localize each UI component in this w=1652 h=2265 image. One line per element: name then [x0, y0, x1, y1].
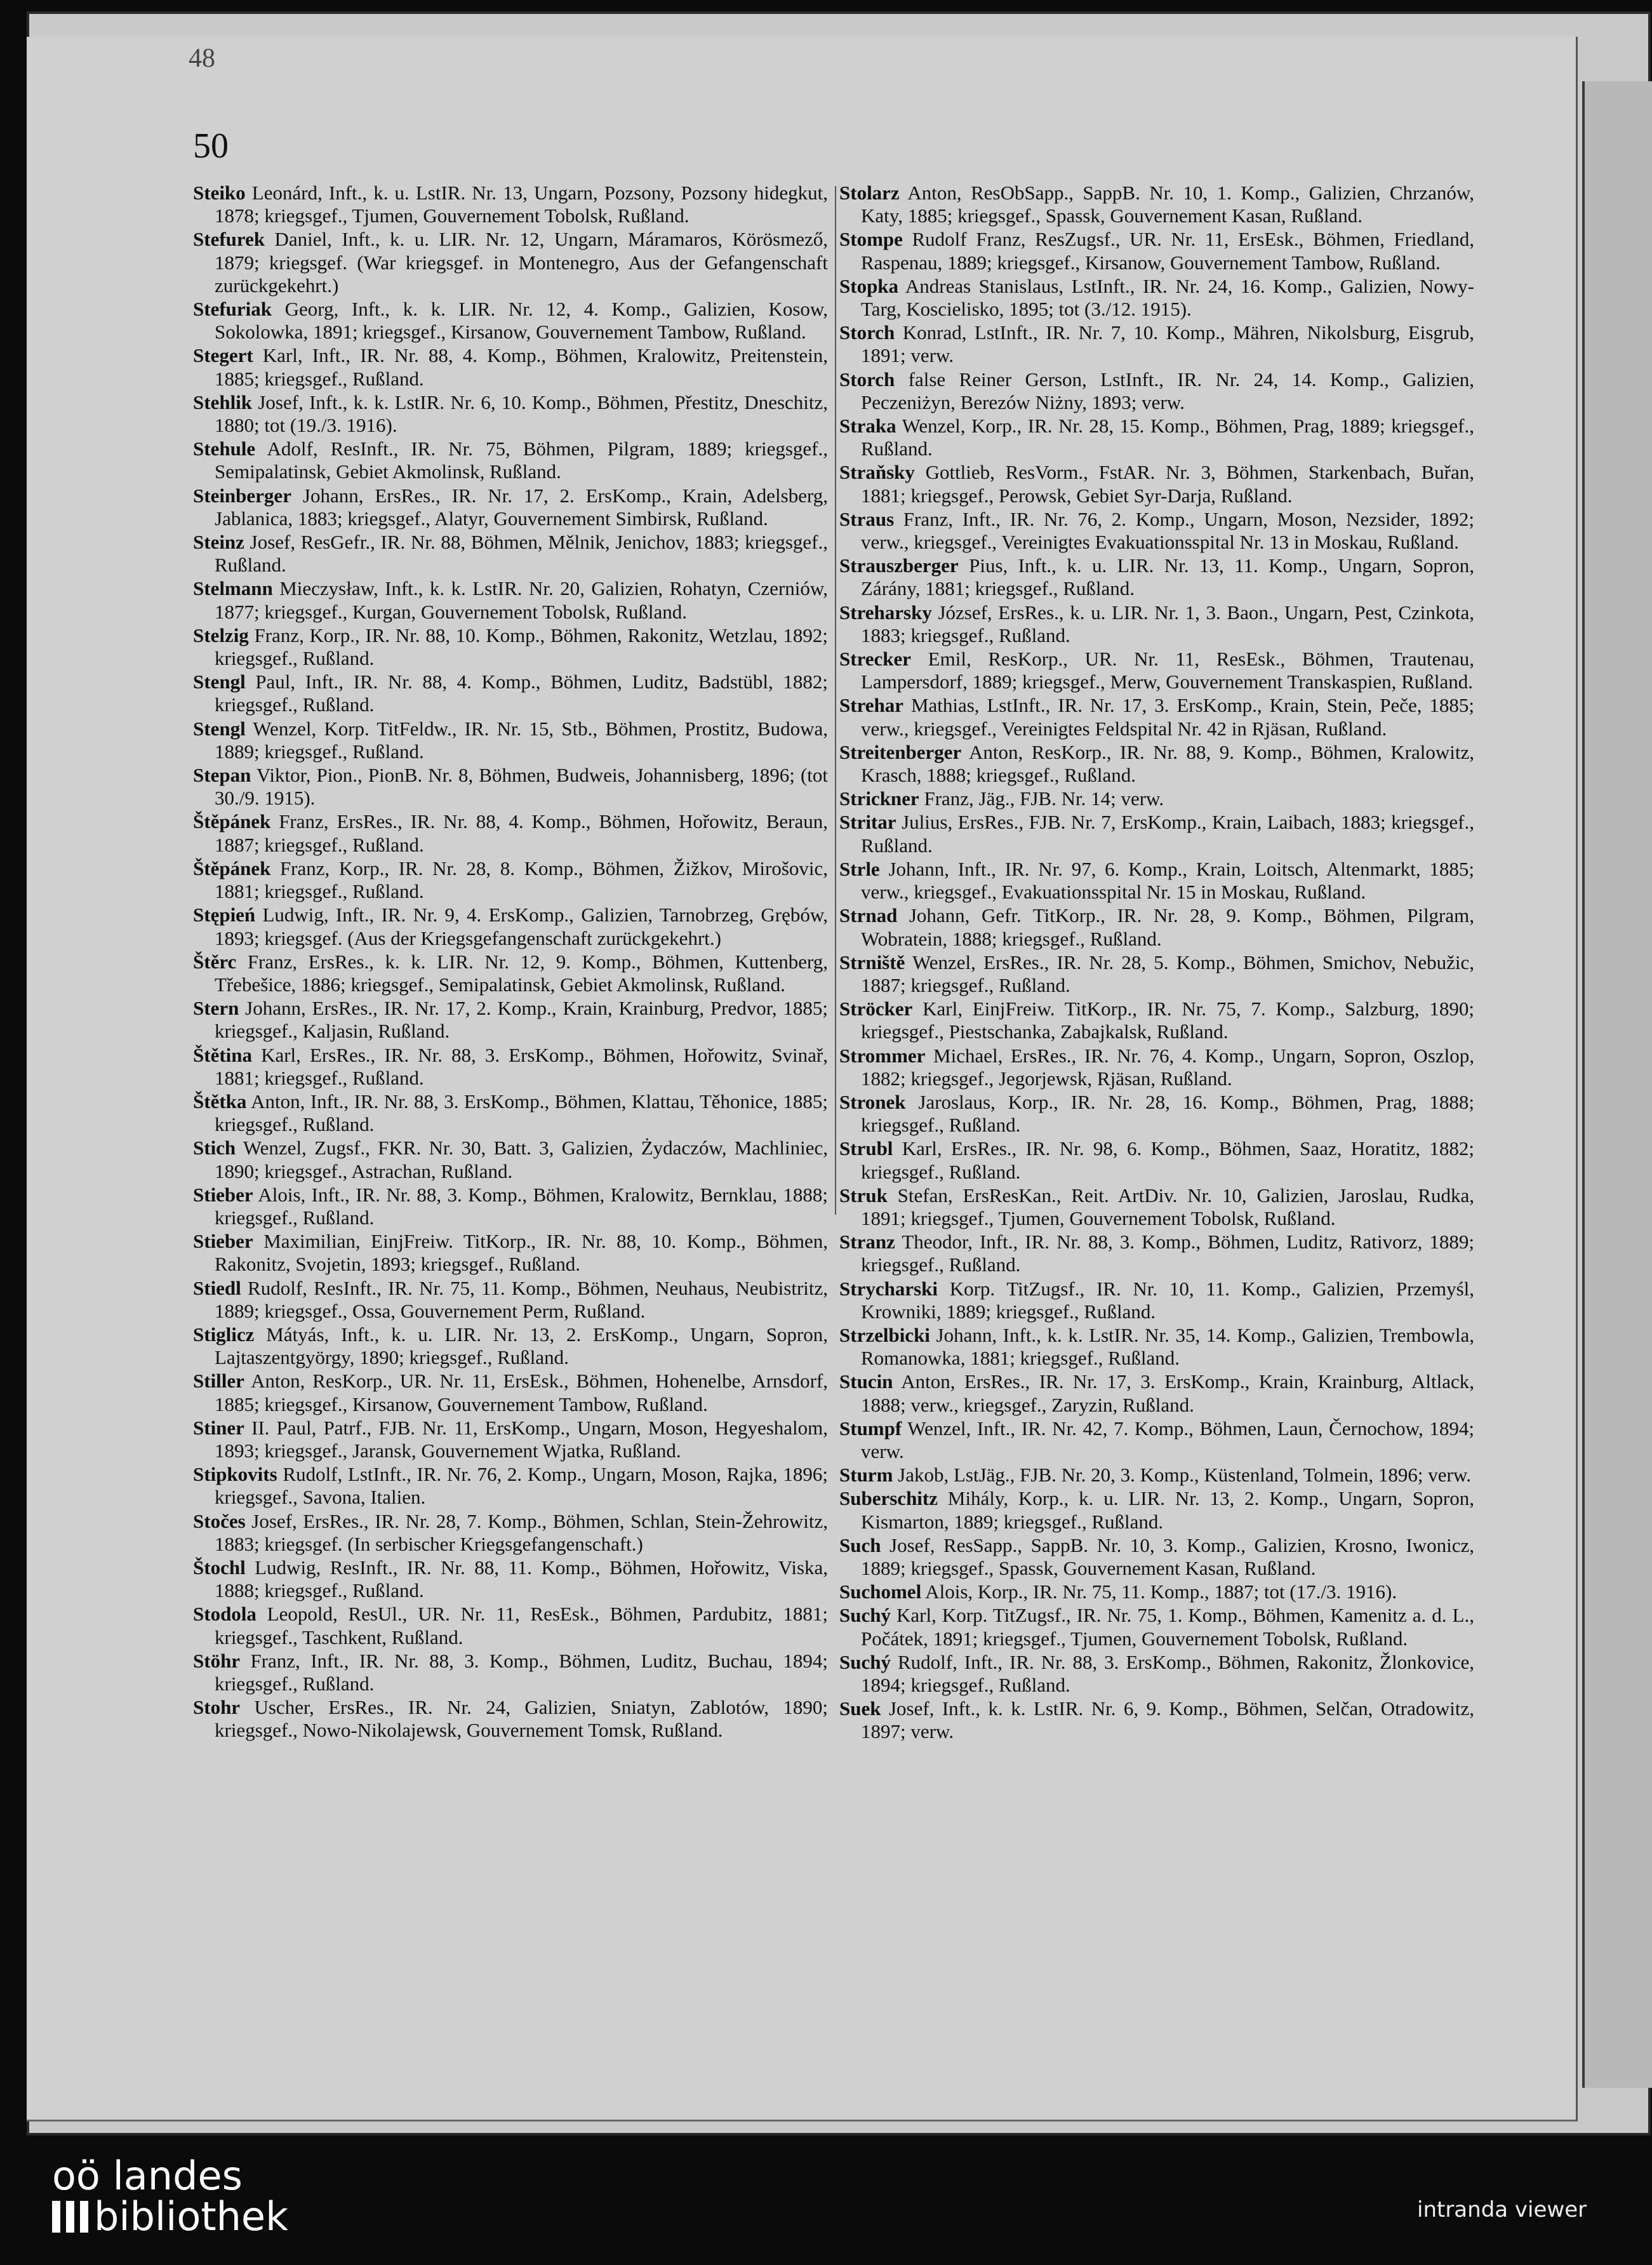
library-logo[interactable]	[52, 2153, 288, 2240]
entry-surname: Storch	[839, 368, 895, 391]
entry-details: Mieczysław, Inft., k. k. LstIR. Nr. 20, Galizien, Rohatyn, Czerniów, 1877; kriegsgef., Kurgan, Gouvernement Tobolsk, Rußland.	[215, 577, 828, 623]
entry-details: Andreas Stanislaus, LstInft., IR. Nr. 24, 16. Komp., Galizien, Nowy-Targ, Koscielisko, 1895; tot (3./12. 1915).	[861, 274, 1474, 321]
entry-details: Anton, Inft., IR. Nr. 88, 3. ErsKomp., Böhmen, Klattau, Těhonice, 1885; kriegsgef., Rußland.	[215, 1090, 828, 1136]
logo-line-2-row	[52, 2193, 288, 2240]
entry-details: Karl, EinjFreiw. TitKorp., IR. Nr. 75, 7. Komp., Salzburg, 1890; kriegsgef., Piestschanka, Zabajkalsk, Rußland.	[861, 998, 1475, 1043]
register-entry	[839, 1370, 1474, 1416]
entry-surname: Stucin	[839, 1370, 893, 1393]
register-entry	[839, 461, 1474, 507]
entry-details: Rudolf, Inft., IR. Nr. 88, 3. ErsKomp., Böhmen, Rakonitz, Žlonkovice, 1894; kriegsgef., Rußland.	[861, 1650, 1474, 1696]
right-column	[839, 182, 1474, 1744]
entry-surname: Strubl	[839, 1137, 893, 1160]
register-entry	[839, 1231, 1474, 1276]
register-entry	[193, 228, 828, 297]
entry-surname: Straus	[839, 507, 895, 530]
entry-surname: Stelzig	[193, 624, 249, 646]
register-entry	[839, 811, 1474, 857]
entry-details: Johann, ErsRes., IR. Nr. 17, 2. Komp., Krain, Krainburg, Predvor, 1885; kriegsgef., Kaljasin, Rußland.	[215, 997, 829, 1043]
register-entry	[193, 951, 828, 996]
register-entry	[193, 718, 828, 763]
entry-details: Josef, ErsRes., IR. Nr. 28, 7. Komp., Böhmen, Schlan, Stein-Žehrowitz, 1883; kriegsgef. (In serbischer Kriegsgefangenschaft.)	[215, 1509, 828, 1555]
register-entry	[193, 1603, 828, 1648]
register-entry	[839, 1091, 1474, 1137]
register-entry	[839, 601, 1474, 647]
entry-details: Uscher, ErsRes., IR. Nr. 24, Galizien, Sniatyn, Zablotów, 1890; kriegsgef., Nowo-Nikolajewsk, Gouvernement Tomsk, Rußland.	[215, 1696, 828, 1742]
register-entry	[193, 1650, 828, 1695]
entry-details: Josef, Inft., k. k. LstIR. Nr. 6, 9. Komp., Böhmen, Selčan, Otradowitz, 1897; verw.	[861, 1697, 1475, 1743]
register-entry	[839, 1417, 1474, 1463]
register-entry	[839, 321, 1474, 367]
entry-details: Julius, ErsRes., FJB. Nr. 7, ErsKomp., Krain, Laibach, 1883; kriegsgef., Rußland.	[861, 811, 1474, 857]
register-entry	[839, 1464, 1474, 1487]
register-entry	[839, 1278, 1474, 1323]
entry-surname: Stefuriak	[193, 298, 272, 321]
register-entry	[193, 1044, 828, 1090]
adjacent-page-edge	[1582, 81, 1652, 2088]
entry-surname: Stieber	[193, 1183, 253, 1206]
entry-details: Rudolf, ResInft., IR. Nr. 75, 11. Komp., Böhmen, Neuhaus, Neubistritz, 1889; kriegsgef., Ossa, Gouvernement Perm, Rußland.	[215, 1276, 829, 1322]
register-entry	[839, 1604, 1474, 1650]
entry-details: József, ErsRes., k. u. LIR. Nr. 1, 3. Baon., Ungarn, Pest, Czinkota, 1883; kriegsgef., Rußland.	[861, 601, 1475, 646]
entry-surname: Suchý	[839, 1650, 891, 1673]
entry-details: Leonárd, Inft., k. u. LstIR. Nr. 13, Ungarn, Pozsony, Pozsony hidegkut, 1878; kriegsgef., Tjumen, Gouvernement Tobolsk, Rußland.	[215, 182, 828, 227]
entry-surname: Stronek	[839, 1090, 906, 1113]
register-entry	[193, 764, 828, 810]
register-entry	[839, 368, 1474, 414]
register-entry	[193, 1556, 828, 1602]
entry-details: Wenzel, Korp. TitFeldw., IR. Nr. 15, Stb., Böhmen, Prostitz, Budowa, 1889; kriegsgef., Rußland.	[215, 717, 828, 763]
entry-details: Mathias, LstInft., IR. Nr. 17, 3. ErsKomp., Krain, Stein, Peče, 1885; verw., kriegsgef., Vereinigtes Feldspital Nr. 42 in Rjäsan, Rußland.	[861, 694, 1474, 740]
entry-details: Georg, Inft., k. k. LIR. Nr. 12, 4. Komp., Galizien, Kosow, Sokolowka, 1891; kriegsgef., Kirsanow, Gouvernement Tambow, Rußland.	[215, 298, 829, 344]
register-entry	[193, 857, 828, 903]
entry-surname: Štětka	[193, 1090, 247, 1112]
entry-details: Karl, Inft., IR. Nr. 88, 4. Komp., Böhmen, Kralowitz, Preitenstein, 1885; kriegsgef., Rußland.	[215, 344, 829, 390]
entry-details: II. Paul, Patrf., FJB. Nr. 11, ErsKomp., Ungarn, Moson, Hegyeshalom, 1893; kriegsgef., Jaransk, Gouvernement Wjatka, Rußland.	[215, 1416, 829, 1462]
entry-surname: Stiedl	[193, 1276, 241, 1299]
register-entry	[839, 951, 1474, 997]
entry-details: Ludwig, ResInft., IR. Nr. 88, 11. Komp., Böhmen, Hořowitz, Viska, 1888; kriegsgef., Rußland.	[215, 1556, 829, 1602]
entry-details: Wenzel, Inft., IR. Nr. 42, 7. Komp., Böhmen, Laun, Černochow, 1894; verw.	[861, 1417, 1474, 1462]
entry-details: Theodor, Inft., IR. Nr. 88, 3. Komp., Böhmen, Luditz, Rativorz, 1889; kriegsgef., Rußland.	[861, 1231, 1474, 1276]
register-entry	[839, 1534, 1474, 1580]
entry-surname: Steinberger	[193, 484, 291, 507]
entry-surname: Storch	[839, 321, 895, 344]
entry-surname: Straňsky	[839, 461, 915, 484]
register-entry	[193, 484, 828, 530]
register-entry	[839, 858, 1474, 904]
entry-details: Gottlieb, ResVorm., FstAR. Nr. 3, Böhmen, Starkenbach, Buřan, 1881; kriegsgef., Perowsk, Gebiet Syr-Darja, Rußland.	[861, 461, 1474, 507]
register-entry	[193, 1370, 828, 1415]
entry-surname: Strehar	[839, 694, 904, 717]
entry-surname: Stengl	[193, 671, 246, 693]
entry-details: Ludwig, Inft., IR. Nr. 9, 4. ErsKomp., Galizien, Tarnobrzeg, Grębów, 1893; kriegsgef. (Aus der Kriegsgefangenschaft zurückgekehrt.)	[215, 904, 828, 949]
entry-surname: Such	[839, 1533, 881, 1556]
entry-surname: Strecker	[839, 648, 912, 671]
entry-surname: Stöhr	[193, 1649, 241, 1672]
entry-details: Paul, Inft., IR. Nr. 88, 4. Komp., Böhmen, Luditz, Badstübl, 1882; kriegsgef., Rußland.	[215, 671, 828, 716]
entry-details: Rudolf, LstInft., IR. Nr. 76, 2. Komp., Ungarn, Moson, Rajka, 1896; kriegsgef., Savona, Italien.	[215, 1463, 828, 1509]
entry-surname: Stefurek	[193, 228, 265, 251]
entry-surname: Štěpánek	[193, 810, 271, 833]
entry-details: Pius, Inft., k. u. LIR. Nr. 13, 11. Komp., Ungarn, Sopron, Zárány, 1881; kriegsgef., Rußland.	[861, 554, 1475, 600]
entry-details: Wenzel, Zugsf., FKR. Nr. 30, Batt. 3, Galizien, Żydaczów, Machliniec, 1890; kriegsgef., Astrachan, Rußland.	[215, 1137, 828, 1182]
entry-details: Jaroslaus, Korp., IR. Nr. 28, 16. Komp., Böhmen, Prag, 1888; kriegsgef., Rußland.	[861, 1090, 1474, 1137]
entry-details: Franz, Korp., IR. Nr. 28, 8. Komp., Böhmen, Žižkov, Mirošovic, 1881; kriegsgef., Rußland.	[215, 857, 829, 903]
register-entry	[193, 1277, 828, 1323]
entry-details: Franz, Jäg., FJB. Nr. 14; verw.	[924, 787, 1164, 810]
register-entry	[839, 508, 1474, 554]
register-entry	[839, 694, 1474, 740]
logo-bars-icon	[52, 2201, 90, 2233]
entry-surname: Stepan	[193, 764, 251, 787]
entry-surname: Stiglicz	[193, 1323, 255, 1346]
register-entry	[193, 182, 828, 227]
entry-surname: Stegert	[193, 344, 253, 367]
register-entry	[839, 415, 1474, 460]
entry-details: Franz, Inft., IR. Nr. 88, 3. Komp., Böhmen, Luditz, Buchau, 1894; kriegsgef., Rußland.	[215, 1649, 828, 1695]
entry-details: Michael, ErsRes., IR. Nr. 76, 4. Komp., Ungarn, Sopron, Oszlop, 1882; kriegsgef., Jegorjewsk, Rjäsan, Rußland.	[861, 1044, 1475, 1090]
entry-surname: Strickner	[839, 787, 919, 810]
register-entry	[193, 1184, 828, 1229]
register-entry	[839, 741, 1474, 787]
entry-surname: Streitenberger	[839, 740, 962, 763]
register-entry	[193, 391, 828, 437]
entry-details: Rudolf Franz, ResZugsf., UR. Nr. 11, ErsEsk., Böhmen, Friedland, Raspenau, 1889; kriegsgef., Kirsanow, Gouvernement Tambow, Rußland.	[861, 228, 1474, 274]
entry-surname: Straka	[839, 415, 896, 438]
entry-surname: Štochl	[193, 1556, 246, 1579]
register-entry	[839, 1324, 1474, 1370]
entry-surname: Stieber	[193, 1230, 253, 1253]
entry-surname: Suchý	[839, 1604, 891, 1627]
logo-line-1: oö landes	[52, 2153, 243, 2199]
register-entry	[193, 438, 828, 483]
register-entry	[839, 1045, 1474, 1090]
entry-surname: Steiko	[193, 182, 246, 204]
entry-details: false Reiner Gerson, LstInft., IR. Nr. 24, 14. Komp., Galizien, Peczeniżyn, Berezów Niżny, 1893; verw.	[861, 368, 1475, 413]
entry-surname: Strzelbicki	[839, 1323, 930, 1346]
entry-surname: Strle	[839, 857, 880, 880]
entry-details: Karl, ErsRes., IR. Nr. 88, 3. ErsKomp., Böhmen, Hořowitz, Svinař, 1881; kriegsgef., Rußland.	[215, 1043, 829, 1089]
entry-surname: Suek	[839, 1697, 881, 1720]
entry-details: Johann, ErsRes., IR. Nr. 17, 2. ErsKomp., Krain, Adelsberg, Jablanica, 1883; kriegsgef., Alatyr, Gouvernement Simbirsk, Rußland.	[215, 484, 829, 530]
entry-surname: Strycharski	[839, 1277, 938, 1300]
register-entry	[839, 1137, 1474, 1183]
register-entry	[193, 531, 828, 577]
entry-details: Wenzel, Korp., IR. Nr. 28, 15. Komp., Böhmen, Prag, 1889; kriegsgef., Rußland.	[861, 415, 1474, 460]
register-entry	[193, 1230, 828, 1276]
page-number: 50	[193, 126, 229, 166]
register-entry	[839, 998, 1474, 1043]
register-entry	[193, 624, 828, 670]
previous-page-number: 48	[189, 44, 215, 73]
entry-details: Karl, ErsRes., IR. Nr. 98, 6. Komp., Böhmen, Saaz, Horatitz, 1882; kriegsgef., Rußland.	[861, 1137, 1474, 1183]
entry-details: Johann, Inft., k. k. LstIR. Nr. 35, 14. Komp., Galizien, Trembowla, Romanowka, 1881; kriegsgef., Rußland.	[861, 1323, 1475, 1370]
register-entry	[193, 298, 828, 344]
register-entry	[193, 1323, 828, 1369]
entry-surname: Stritar	[839, 811, 896, 834]
entry-details: Adolf, ResInft., IR. Nr. 75, Böhmen, Pilgram, 1889; kriegsgef., Semipalatinsk, Gebiet Akmolinsk, Rußland.	[215, 438, 828, 483]
entry-surname: Stich	[193, 1137, 236, 1159]
register-entry	[193, 1696, 828, 1742]
entry-surname: Štětina	[193, 1043, 252, 1066]
entry-details: Karl, Korp. TitZugsf., IR. Nr. 75, 1. Komp., Böhmen, Kamenitz a. d. L., Počátek, 1891; kriegsgef., Tjumen, Gouvernement Tobolsk, Rußland.	[861, 1604, 1474, 1650]
entry-details: Konrad, LstInft., IR. Nr. 7, 10. Komp., Mähren, Nikolsburg, Eisgrub, 1891; verw.	[861, 321, 1475, 367]
entry-surname: Steinz	[193, 531, 244, 554]
entry-surname: Štěrc	[193, 950, 237, 973]
entry-details: Franz, ErsRes., IR. Nr. 88, 4. Komp., Böhmen, Hořowitz, Beraun, 1887; kriegsgef., Rußland.	[215, 810, 829, 856]
entry-details: Anton, ErsRes., IR. Nr. 17, 3. ErsKomp., Krain, Krainburg, Altlack, 1888; verw., kriegsgef., Zaryzin, Rußland.	[861, 1370, 1475, 1416]
register-entry	[193, 1090, 828, 1136]
entry-surname: Strommer	[839, 1044, 926, 1067]
entry-surname: Stranz	[839, 1231, 895, 1253]
register-entry	[839, 1487, 1474, 1533]
entry-surname: Strnad	[839, 904, 898, 927]
register-entry	[839, 554, 1474, 600]
register-entry	[839, 1697, 1474, 1743]
entry-details: Alois, Korp., IR. Nr. 75, 11. Komp., 1887; tot (17./3. 1916).	[925, 1580, 1397, 1603]
entry-details: Josef, Inft., k. k. LstIR. Nr. 6, 10. Komp., Böhmen, Přestitz, Dneschitz, 1880; tot (19./3. 1916).	[215, 391, 829, 437]
entry-surname: Stohr	[193, 1696, 241, 1719]
register-entry	[193, 997, 828, 1043]
entry-surname: Stiner	[193, 1416, 244, 1439]
entry-details: Franz, ErsRes., k. k. LIR. Nr. 12, 9. Komp., Böhmen, Kuttenberg, Třebešice, 1886; kriegsgef., Semipalatinsk, Gebiet Akmolinsk, Rußland.	[215, 950, 828, 996]
entry-surname: Stipkovits	[193, 1463, 277, 1486]
entry-details: Mihály, Korp., k. u. LIR. Nr. 13, 2. Komp., Ungarn, Sopron, Kismarton, 1889; kriegsgef., Rußland.	[861, 1487, 1475, 1533]
entry-details: Anton, ResKorp., UR. Nr. 11, ErsEsk., Böhmen, Hohenelbe, Arnsdorf, 1885; kriegsgef., Kirsanow, Gouvernement Tambow, Rußland.	[215, 1370, 829, 1415]
entry-details: Daniel, Inft., k. u. LIR. Nr. 12, Ungarn, Máramaros, Körösmező, 1879; kriegsgef. (War kriegsgef. in Montenegro, Aus der Gefangenschaft zurückgekehrt.)	[215, 228, 829, 297]
entry-surname: Suberschitz	[839, 1487, 938, 1510]
entry-surname: Stengl	[193, 717, 246, 740]
register-entry	[839, 787, 1474, 810]
entry-details: Josef, ResGefr., IR. Nr. 88, Böhmen, Mělnik, Jenichov, 1883; kriegsgef., Rußland.	[215, 531, 829, 577]
entry-surname: Stępień	[193, 904, 256, 926]
register-entry	[193, 904, 828, 949]
entry-surname: Stehlik	[193, 391, 253, 413]
entry-details: Korp. TitZugsf., IR. Nr. 10, 11. Komp., Galizien, Przemyśl, Krowniki, 1889; kriegsgef., Rußland.	[861, 1277, 1474, 1323]
entry-surname: Štěpánek	[193, 857, 271, 879]
entry-details: Stefan, ErsResKan., Reit. ArtDiv. Nr. 10, Galizien, Jaroslau, Rudka, 1891; kriegsgef., Tjumen, Gouvernement Tobolsk, Rußland.	[861, 1184, 1474, 1229]
entry-details: Wenzel, ErsRes., IR. Nr. 28, 5. Komp., Böhmen, Smichov, Nebužic, 1887; kriegsgef., Rußland.	[861, 951, 1474, 996]
entry-details: Johann, Gefr. TitKorp., IR. Nr. 28, 9. Komp., Böhmen, Pilgram, Wobratein, 1888; kriegsgef., Rußland.	[861, 904, 1475, 950]
entry-details: Maximilian, EinjFreiw. TitKorp., IR. Nr. 88, 10. Komp., Böhmen, Rakonitz, Svojetin, 1893; kriegsgef., Rußland.	[215, 1230, 829, 1276]
register-entry	[193, 671, 828, 716]
book-page	[27, 37, 1578, 2121]
viewer-brand-label[interactable]: intranda viewer	[1417, 2197, 1587, 2222]
entry-surname: Stiller	[193, 1370, 244, 1393]
entry-details: Emil, ResKorp., UR. Nr. 11, ResEsk., Böhmen, Trautenau, Lampersdorf, 1889; kriegsgef., Merw, Gouvernement Transkaspien, Rußland.	[861, 648, 1474, 693]
entry-surname: Stern	[193, 997, 239, 1020]
logo-line-2: bibliothek	[94, 2193, 288, 2240]
entry-surname: Strauszberger	[839, 554, 959, 577]
column-divider	[835, 186, 836, 1215]
entry-surname: Stumpf	[839, 1417, 902, 1440]
entry-surname: Stompe	[839, 228, 903, 251]
register-entry	[839, 1651, 1474, 1697]
register-entry	[839, 1580, 1474, 1603]
register-entry	[839, 182, 1474, 227]
entry-details: Leopold, ResUl., UR. Nr. 11, ResEsk., Böhmen, Pardubitz, 1881; kriegsgef., Taschkent, Rußland.	[215, 1603, 828, 1648]
entry-surname: Stehule	[193, 438, 256, 460]
entry-surname: Stodola	[193, 1603, 256, 1626]
register-entry	[193, 1137, 828, 1182]
entry-surname: Stopka	[839, 274, 899, 297]
entry-surname: Struk	[839, 1184, 888, 1206]
entry-details: Franz, Korp., IR. Nr. 88, 10. Komp., Böhmen, Rakonitz, Wetzlau, 1892; kriegsgef., Rußland.	[215, 624, 829, 670]
entry-surname: Suchomel	[839, 1580, 922, 1603]
entry-surname: Sturm	[839, 1464, 893, 1487]
entry-surname: Strniště	[839, 951, 905, 973]
register-entry	[839, 648, 1474, 693]
register-entry	[193, 344, 828, 390]
entry-surname: Stelmann	[193, 577, 273, 600]
entry-surname: Ströcker	[839, 998, 913, 1020]
entry-surname: Stolarz	[839, 182, 900, 204]
scanned-page-area	[27, 11, 1651, 2135]
entry-surname: Streharsky	[839, 601, 932, 624]
entry-details: Anton, ResKorp., IR. Nr. 88, 9. Komp., Böhmen, Kralowitz, Krasch, 1888; kriegsgef., Rußland.	[861, 740, 1474, 787]
entry-details: Josef, ResSapp., SappB. Nr. 10, 3. Komp., Galizien, Krosno, Iwonicz, 1889; kriegsgef., Spassk, Gouvernement Kasan, Rußland.	[861, 1533, 1475, 1579]
register-entry	[839, 1184, 1474, 1230]
entry-surname: Stočes	[193, 1509, 246, 1532]
register-entry	[193, 810, 828, 856]
register-entry	[193, 1510, 828, 1556]
register-entry	[839, 904, 1474, 950]
register-entry	[839, 228, 1474, 274]
entry-details: Jakob, LstJäg., FJB. Nr. 20, 3. Komp., Küstenland, Tolmein, 1896; verw.	[898, 1464, 1471, 1487]
entry-details: Johann, Inft., IR. Nr. 97, 6. Komp., Krain, Loitsch, Altenmarkt, 1885; verw., kriegsgef., Evakuationsspital Nr. 15 in Moskau, Rußland.	[861, 857, 1474, 904]
entry-details: Viktor, Pion., PionB. Nr. 8, Böhmen, Budweis, Johannisberg, 1896; (tot 30./9. 1915).	[215, 764, 828, 810]
left-column	[193, 182, 828, 1743]
entry-details: Franz, Inft., IR. Nr. 76, 2. Komp., Ungarn, Moson, Nezsider, 1892; verw., kriegsgef., Vereinigtes Evakuationsspital Nr. 13 in Moskau, Rußland.	[861, 507, 1474, 554]
register-entry	[839, 275, 1474, 321]
entry-details: Anton, ResObSapp., SappB. Nr. 10, 1. Komp., Galizien, Chrzanów, Katy, 1885; kriegsgef., Spassk, Gouvernement Kasan, Rußland.	[861, 182, 1474, 227]
register-entry	[193, 1463, 828, 1509]
register-entry	[193, 1417, 828, 1462]
register-entry	[193, 577, 828, 623]
entry-details: Mátyás, Inft., k. u. LIR. Nr. 13, 2. ErsKomp., Ungarn, Sopron, Lajtaszentgyörgy, 1890; kriegsgef., Rußland.	[215, 1323, 829, 1369]
entry-details: Alois, Inft., IR. Nr. 88, 3. Komp., Böhmen, Kralowitz, Bernklau, 1888; kriegsgef., Rußland.	[215, 1183, 828, 1229]
